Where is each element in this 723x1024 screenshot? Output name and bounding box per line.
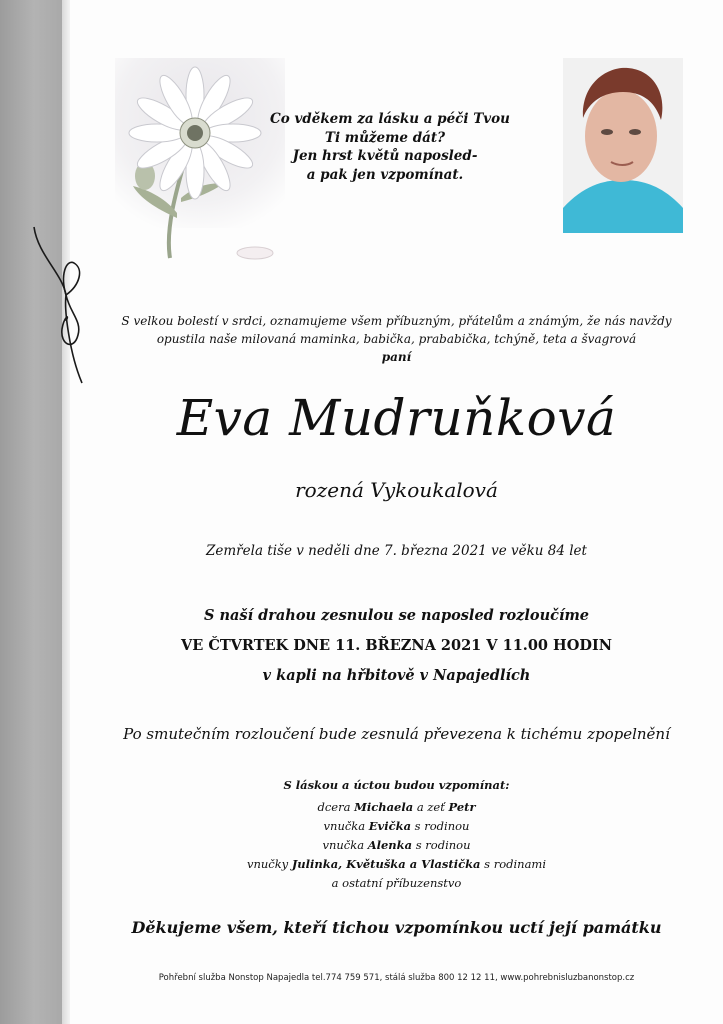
mourner-relation: s rodinami	[480, 857, 547, 871]
thanks-line: Děkujeme všem, kteří tichou vzpomínkou uctí její památku	[131, 918, 662, 937]
mourner-relation: vnučka	[322, 838, 368, 852]
mourner-row	[70, 817, 723, 836]
mourner-name: Petr	[448, 800, 476, 814]
announcement-text	[70, 312, 723, 366]
mourner-relation: dcera	[317, 800, 355, 814]
mourners-heading: S láskou a úctou budou vzpomínat:	[283, 778, 510, 792]
announcement-line: S velkou bolestí v srdci, oznamujeme všem příbuzným, přátelům a známým, že nás navždy	[121, 314, 672, 328]
cremation-note: Po smutečním rozloučení bude zesnulá převezena k tichému zpopelnění	[123, 725, 670, 743]
death-notice: Zemřela tiše v neděli dne 7. března 2021 ve věku 84 let	[206, 543, 587, 559]
mourners-list	[70, 776, 723, 893]
farewell-details	[70, 601, 723, 691]
mourner-row	[70, 855, 723, 874]
mourner-relation: a zeť	[413, 800, 449, 814]
mourner-name: Michaela	[354, 800, 414, 814]
mourner-name: Julinka, Květuška a Vlastička	[291, 857, 481, 871]
mourner-relation: vnučky	[246, 857, 292, 871]
memorial-poem	[270, 110, 510, 184]
farewell-date: VE ČTVRTEK DNE 11. BŘEZNA 2021 V 11.00 HODIN	[180, 637, 612, 654]
side-band-edge	[62, 0, 70, 1024]
mourner-row	[70, 798, 723, 817]
mourner-row: a ostatní příbuzenstvo	[331, 876, 462, 890]
maiden-name: rozená Vykoukalová	[295, 478, 498, 502]
deceased-name: Eva Mudruňková	[176, 389, 617, 447]
poem-line: a pak jen vzpomínat.	[306, 166, 464, 183]
side-band	[0, 0, 62, 1024]
poem-line: Co vděkem za lásku a péči Tvou	[270, 111, 510, 127]
poem-line: Jen hrst květů naposled-	[292, 148, 478, 164]
announcement-line: opustila naše milovaná maminka, babička, prababička, tchýně, teta a švagrová	[156, 332, 637, 346]
announcement-title: paní	[381, 350, 412, 364]
funeral-service-footer: Pohřební služba Nonstop Napajedla tel.774 759 571, stálá služba 800 12 12 11, www.pohrebnisluzbanonstop.cz	[158, 973, 635, 983]
mourner-name: Evička	[368, 819, 412, 833]
mourner-name: Alenka	[367, 838, 413, 852]
mourner-relation: s rodinou	[412, 838, 471, 852]
portrait-photo	[563, 58, 683, 233]
daisy-flower-image	[115, 58, 285, 268]
farewell-place: v kapli na hřbitově v Napajedlích	[262, 667, 531, 684]
farewell-line: S naší drahou zesnulou se naposled rozloučíme	[203, 607, 590, 624]
poem-line: Ti můžeme dát?	[324, 129, 446, 146]
mourner-row	[70, 836, 723, 855]
mourner-relation: vnučka	[323, 819, 369, 833]
mourner-relation: s rodinou	[411, 819, 470, 833]
